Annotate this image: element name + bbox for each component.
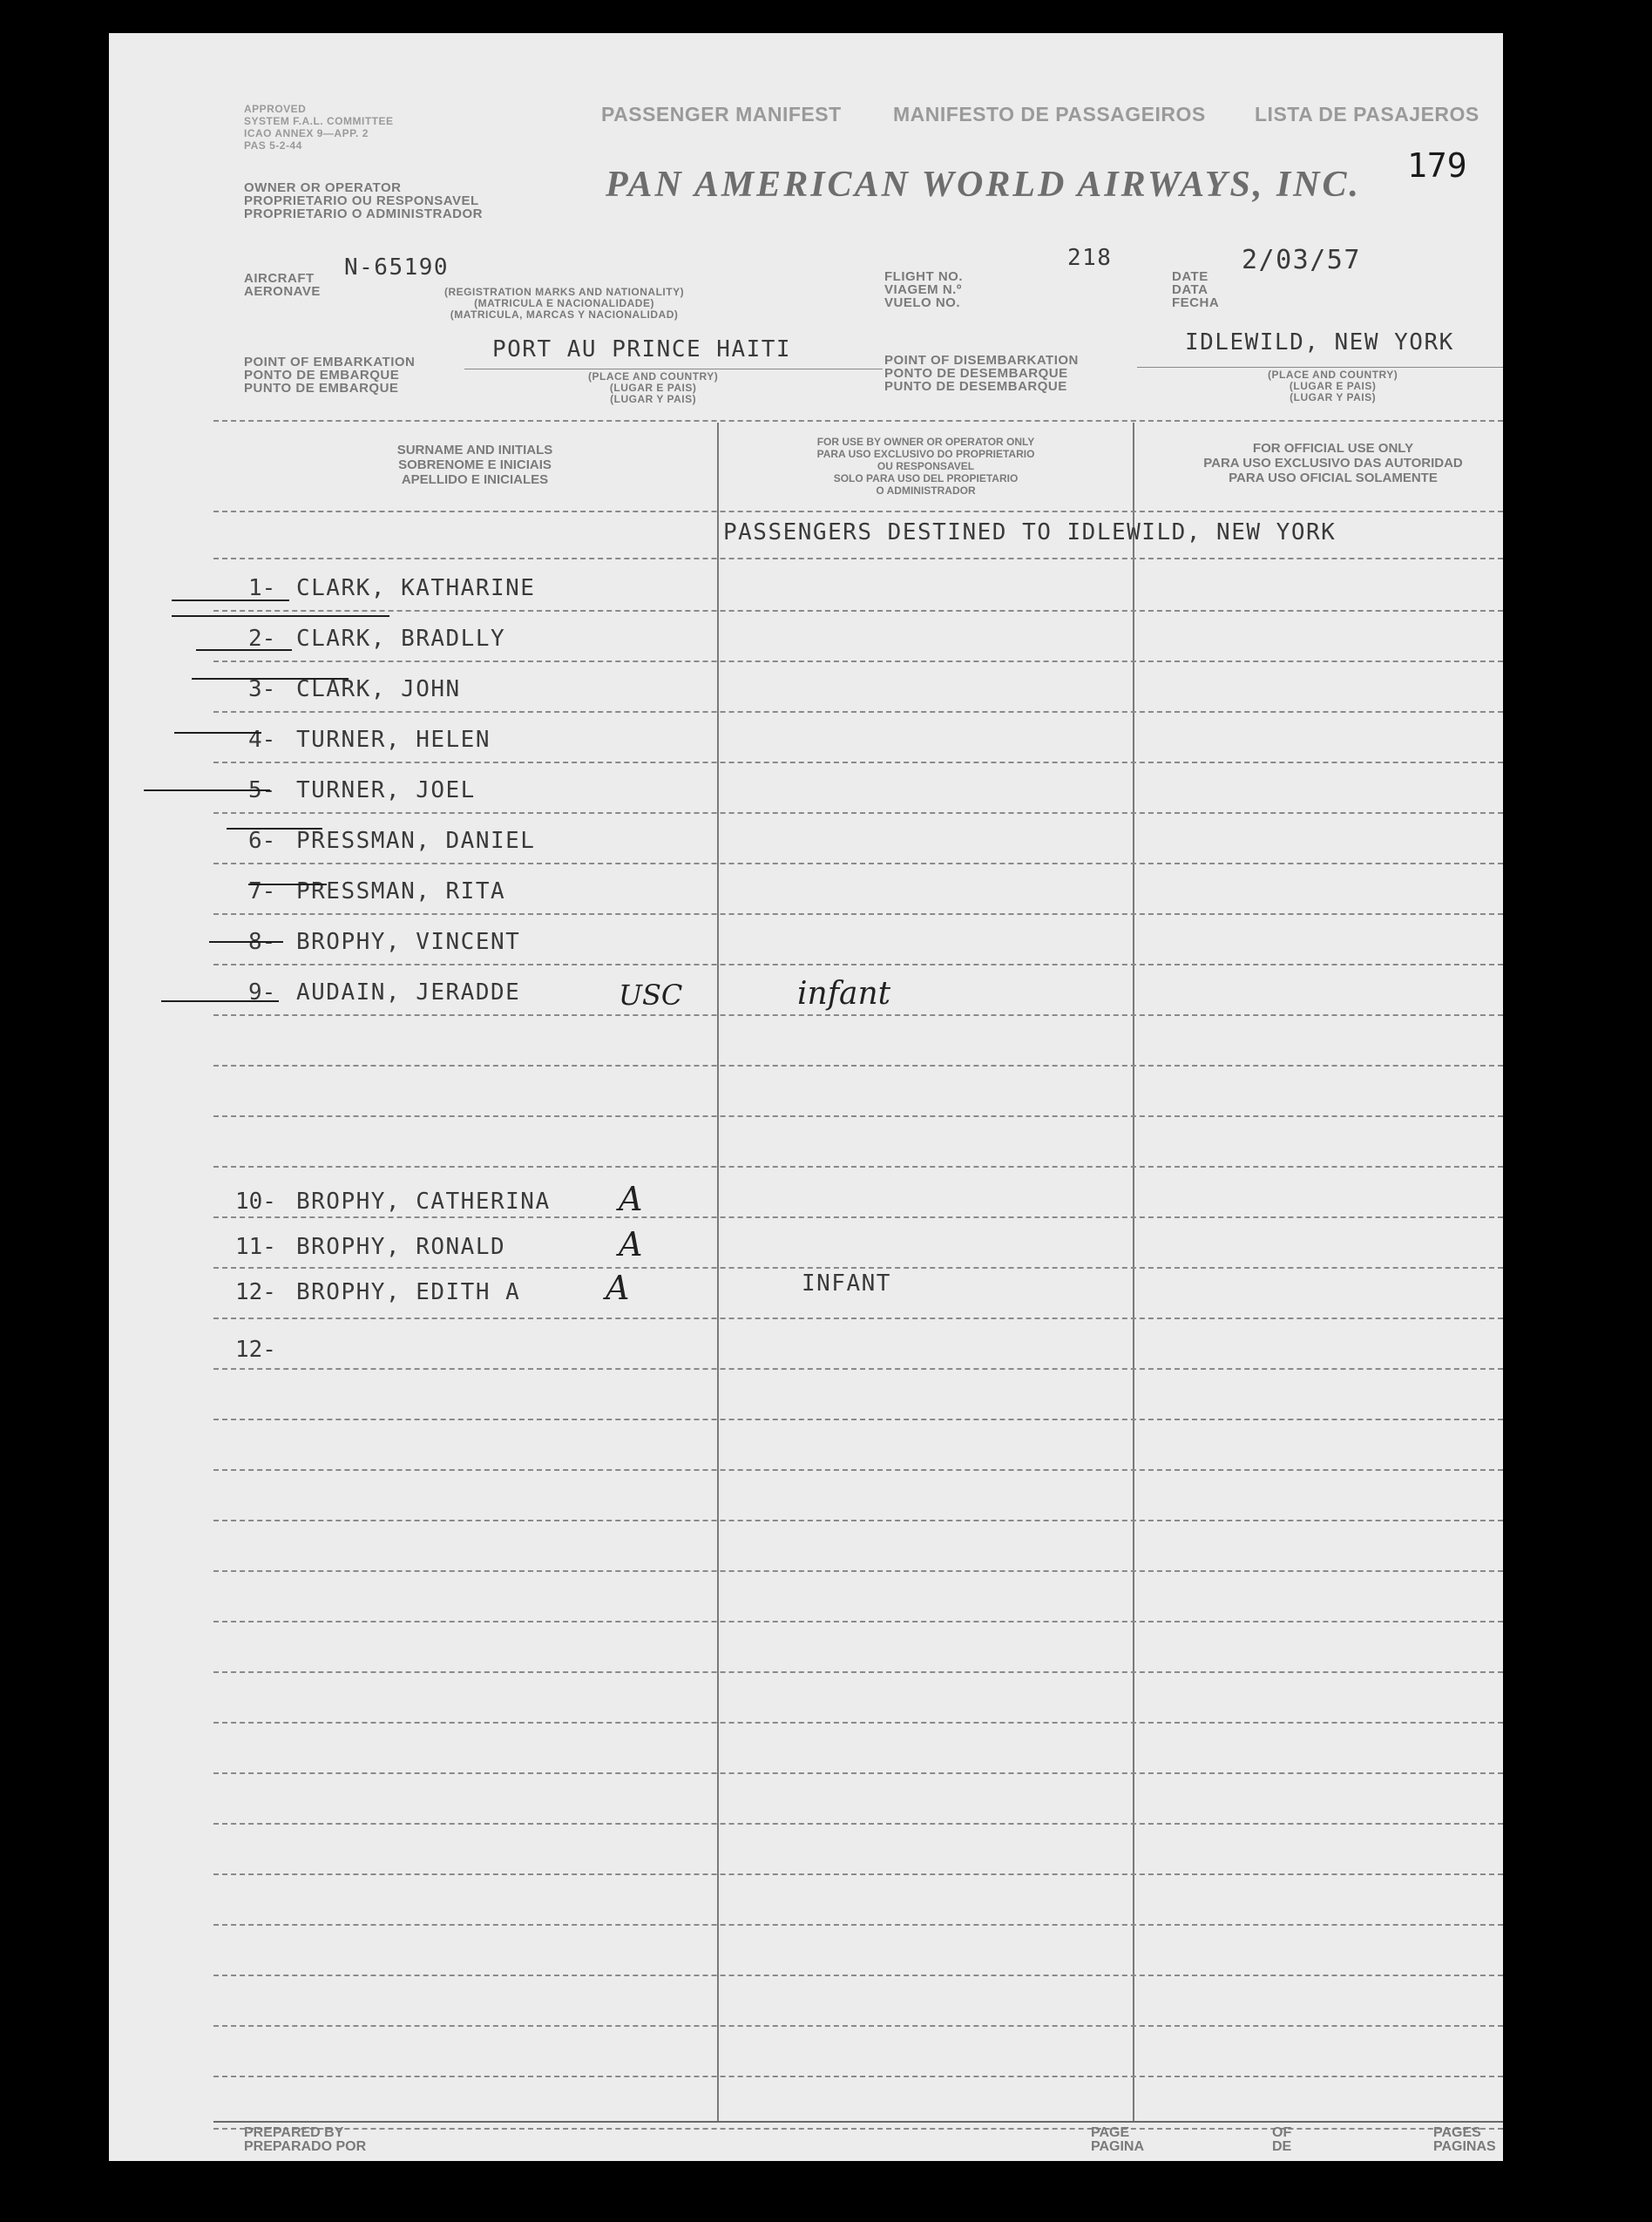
passenger-name: BROPHY, EDITH A	[296, 1279, 521, 1305]
row-rule	[213, 511, 1503, 512]
owner-use-header-line: SOLO PARA USO DEL PROPIETARIO	[833, 472, 1019, 484]
disembarkation-sublabel-es: (LUGAR Y PAIS)	[1290, 391, 1377, 403]
names-column-header	[309, 443, 640, 487]
row-rule	[213, 610, 1503, 612]
names-header-en: SURNAME AND INITIALS	[396, 443, 553, 457]
embarkation-sublabel	[588, 371, 718, 405]
names-header-es: APELLIDO E INICIALES	[401, 472, 549, 487]
passenger-name: PRESSMAN, DANIEL	[296, 828, 536, 854]
passenger-number: 7-	[248, 878, 276, 904]
passenger-name: BROPHY, CATHERINA	[296, 1189, 551, 1215]
row-rule	[213, 558, 1503, 559]
owner-use-column-header	[723, 436, 1128, 497]
row-rule	[213, 2025, 1503, 2027]
owner-label	[244, 181, 483, 220]
row-rule	[213, 1772, 1503, 1774]
passenger-number: 4-	[248, 727, 276, 753]
row-rule	[213, 762, 1503, 763]
strike-mark	[227, 828, 322, 830]
row-rule	[213, 913, 1503, 915]
strike-mark	[144, 789, 270, 791]
passenger-number: 11-	[235, 1234, 276, 1260]
row-rule	[213, 1823, 1503, 1825]
date-label-en: DATE	[1172, 269, 1209, 284]
row-rule	[213, 964, 1503, 965]
passenger-name: BROPHY, VINCENT	[296, 929, 521, 955]
passenger-number: 10-	[235, 1189, 276, 1215]
flight-value: 218	[1067, 245, 1113, 271]
handwritten-note: infant	[797, 976, 891, 1012]
passenger-number: 1-	[248, 575, 276, 601]
row-rule	[213, 661, 1503, 662]
table-bottom-rule	[213, 2128, 1503, 2130]
strike-mark	[161, 1000, 279, 1002]
approval-line: PAS 5-2-44	[244, 139, 302, 152]
pages-label-en: PAGES	[1433, 2125, 1481, 2140]
handwritten-mark: A	[606, 1269, 630, 1307]
prepared-by-en: PREPARED BY	[244, 2125, 344, 2140]
pages-label	[1433, 2126, 1496, 2154]
row-rule	[213, 1368, 1503, 1370]
row-rule	[213, 711, 1503, 713]
aircraft-value: N-65190	[344, 254, 450, 281]
pages-label-pt: PAGINAS	[1433, 2139, 1496, 2154]
aircraft-sublabel-en: (REGISTRATION MARKS AND NATIONALITY)	[444, 286, 685, 298]
row-rule	[213, 1873, 1503, 1875]
company-name: PAN AMERICAN WORLD AIRWAYS, INC.	[606, 165, 1362, 205]
owner-label-pt: PROPRIETARIO OU RESPONSAVEL	[244, 193, 479, 208]
row-rule	[213, 1520, 1503, 1521]
row-rule	[213, 1570, 1503, 1572]
strike-mark	[172, 600, 289, 601]
disembarkation-sublabel	[1268, 369, 1398, 403]
strike-mark	[248, 884, 327, 885]
row-rule	[213, 1975, 1503, 1976]
embarkation-label-es: PUNTO DE EMBARQUE	[244, 381, 399, 396]
passenger-number: 5-	[248, 777, 276, 803]
passenger-name: TURNER, JOEL	[296, 777, 476, 803]
date-label-pt: DATA	[1172, 282, 1209, 297]
aircraft-label-pt: AERONAVE	[244, 284, 321, 299]
prepared-by-pt: PREPARADO POR	[244, 2139, 367, 2154]
handwritten-mark: USC	[619, 979, 683, 1012]
passenger-number: 3-	[248, 676, 276, 702]
date-label	[1172, 270, 1219, 309]
passenger-number: 12-	[235, 1279, 276, 1305]
flight-label-es: VUELO NO.	[884, 295, 961, 310]
passenger-name: PRESSMAN, RITA	[296, 878, 506, 904]
column-divider	[717, 423, 719, 2122]
date-label-es: FECHA	[1172, 295, 1220, 310]
disembarkation-sublabel-pt: (LUGAR E PAIS)	[1289, 380, 1377, 392]
approval-line: APPROVED	[244, 103, 307, 115]
disembarkation-label-pt: PONTO DE DESEMBARQUE	[884, 366, 1068, 381]
row-rule	[213, 1267, 1503, 1269]
row-rule	[213, 812, 1503, 814]
row-rule	[213, 863, 1503, 864]
row-rule	[213, 1621, 1503, 1622]
page-number: 179	[1407, 146, 1467, 185]
row-rule	[213, 1671, 1503, 1673]
infant-note: INFANT	[802, 1270, 891, 1297]
strike-mark	[192, 678, 349, 680]
table-top-rule	[213, 420, 1503, 422]
row-rule	[213, 1166, 1503, 1168]
names-header-pt: SOBRENOME E INICIAIS	[398, 457, 552, 472]
aircraft-sublabel	[444, 287, 684, 321]
disembarkation-sublabel-en: (PLACE AND COUNTRY)	[1268, 369, 1398, 381]
embarkation-label-en: POINT OF EMBARKATION	[244, 355, 416, 369]
passenger-name: CLARK, KATHARINE	[296, 575, 536, 601]
row-rule	[213, 1065, 1503, 1067]
passenger-number: 2-	[248, 626, 276, 652]
embarkation-sublabel-pt: (LUGAR E PAIS)	[609, 382, 697, 394]
official-use-header-es: PARA USO OFICIAL SOLAMENTE	[1229, 471, 1438, 485]
aircraft-sublabel-es: (MATRICULA, MARCAS Y NACIONALIDAD)	[450, 308, 679, 321]
official-use-header-pt: PARA USO EXCLUSIVO DAS AUTORIDAD	[1203, 456, 1463, 471]
owner-use-header-line: PARA USO EXCLUSIVO DO PROPRIETARIO	[816, 448, 1035, 460]
row-rule	[213, 1115, 1503, 1117]
passenger-number: 8-	[248, 929, 276, 955]
aircraft-sublabel-pt: (MATRICULA E NACIONALIDADE)	[474, 297, 654, 309]
passenger-name: BROPHY, RONALD	[296, 1234, 506, 1260]
page-label	[1091, 2126, 1144, 2154]
passenger-name: CLARK, BRADLLY	[296, 626, 506, 652]
row-rule	[213, 1924, 1503, 1926]
title-spanish: LISTA DE PASAJEROS	[1255, 103, 1479, 125]
owner-use-header-line: FOR USE BY OWNER OR OPERATOR ONLY	[816, 436, 1035, 448]
aircraft-label-en: AIRCRAFT	[244, 271, 315, 286]
embarkation-value: PORT AU PRINCE HAITI	[492, 336, 792, 362]
date-value: 2/03/57	[1242, 245, 1361, 275]
approval-line: SYSTEM F.A.L. COMMITTEE	[244, 115, 394, 127]
embarkation-sublabel-es: (LUGAR Y PAIS)	[610, 393, 697, 405]
flight-label-en: FLIGHT NO.	[884, 269, 963, 284]
prepared-by-label	[244, 2126, 366, 2154]
of-label-en: OF	[1272, 2125, 1292, 2140]
disembarkation-label	[884, 354, 1079, 393]
passenger-name: AUDAIN, JERADDE	[296, 979, 521, 1006]
row-rule	[213, 1014, 1503, 1016]
handwritten-mark: A	[619, 1180, 643, 1218]
row-rule	[213, 1469, 1503, 1471]
of-label-pt: DE	[1272, 2139, 1292, 2154]
manifest-sheet	[109, 33, 1503, 2161]
passenger-name: TURNER, HELEN	[296, 727, 491, 753]
passenger-number: 12-	[235, 1337, 276, 1363]
strike-mark	[196, 649, 292, 651]
disembarkation-label-es: PUNTO DE DESEMBARQUE	[884, 379, 1067, 394]
embarkation-label	[244, 356, 415, 395]
title-portuguese: MANIFESTO DE PASSAGEIROS	[893, 103, 1206, 125]
column-divider	[1133, 423, 1134, 2122]
passenger-number: 9-	[248, 979, 276, 1006]
official-use-header-en: FOR OFFICIAL USE ONLY	[1252, 441, 1414, 456]
page-label-pt: PAGINA	[1091, 2139, 1145, 2154]
disembarkation-rule	[1137, 367, 1503, 368]
table-bottom-rule	[213, 2121, 1503, 2123]
row-rule	[213, 1722, 1503, 1724]
strike-mark	[172, 615, 389, 617]
row-rule	[213, 1419, 1503, 1420]
embarkation-label-pt: PONTO DE EMBARQUE	[244, 368, 400, 383]
official-use-column-header	[1141, 441, 1503, 485]
row-rule	[213, 1318, 1503, 1319]
strike-mark	[209, 941, 283, 943]
flight-label-pt: VIAGEM N.º	[884, 282, 962, 297]
title-english: PASSENGER MANIFEST	[601, 103, 842, 125]
strike-mark	[174, 732, 261, 734]
owner-use-header-line: OU RESPONSAVEL	[877, 460, 975, 472]
destination-note: PASSENGERS DESTINED TO IDLEWILD, NEW YORK	[723, 519, 1337, 545]
approval-line: ICAO ANNEX 9—APP. 2	[244, 127, 369, 139]
handwritten-mark: A	[619, 1225, 643, 1263]
owner-label-es: PROPRIETARIO O ADMINISTRADOR	[244, 207, 484, 221]
passenger-number: 6-	[248, 828, 276, 854]
passenger-name: CLARK, JOHN	[296, 676, 461, 702]
of-label	[1272, 2126, 1291, 2154]
approval-block	[244, 103, 394, 152]
disembarkation-label-en: POINT OF DISEMBARKATION	[884, 353, 1079, 368]
row-rule	[213, 1216, 1503, 1218]
embarkation-sublabel-en: (PLACE AND COUNTRY)	[588, 370, 719, 383]
aircraft-label	[244, 272, 321, 298]
page-label-en: PAGE	[1091, 2125, 1130, 2140]
disembarkation-value: IDLEWILD, NEW YORK	[1185, 329, 1454, 356]
owner-label-en: OWNER OR OPERATOR	[244, 180, 402, 195]
owner-use-header-line: O ADMINISTRADOR	[876, 484, 976, 497]
flight-label	[884, 270, 963, 309]
row-rule	[213, 2076, 1503, 2077]
